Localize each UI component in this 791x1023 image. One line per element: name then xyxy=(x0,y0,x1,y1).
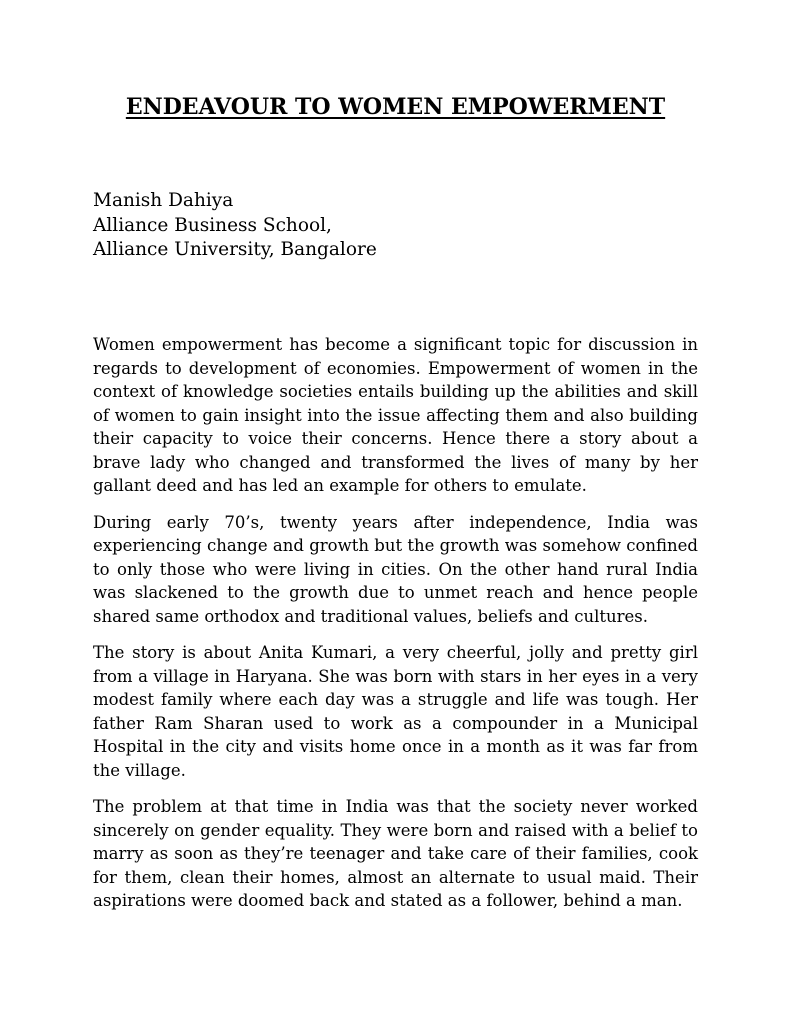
author-name: Manish Dahiya xyxy=(93,190,234,211)
paragraph-1: Women empowerment has become a significant topic for discussion in regards to development of economies. Empowerment of women in the context of knowledge societies entails building up the abilities and skill of women to gain insight into the issue affecting them and also building their capacity to voice their concerns. Hence there a story about a brave lady who changed and transformed the lives of many by her gallant deed and has led an example for others to emulate. xyxy=(93,335,698,495)
body-text xyxy=(93,333,698,926)
author-affiliation-line2: Alliance University, Bangalore xyxy=(93,239,377,260)
author-affiliation-line1: Alliance Business School, xyxy=(93,214,332,236)
paragraph-4: The problem at that time in India was that the society never worked sincerely on gender equality. They were born and raised with a belief to marry as soon as they’re teenager and take care of their families, cook for them, clean their homes, almost an alternate to usual maid. Their aspirations were doomed back and stated as a follower, behind a man. xyxy=(93,797,698,910)
document-title: ENDEAVOUR TO WOMEN EMPOWERMENT xyxy=(125,94,666,120)
author-block xyxy=(93,189,698,263)
paragraph-3: The story is about Anita Kumari, a very cheerful, jolly and pretty girl from a village in Haryana. She was born with stars in her eyes in a very modest family where each day was a struggle and life was tough. Her father Ram Sharan used to work as a compounder in a Municipal Hospital in the city and visits home once in a month as it was far from the village. xyxy=(93,643,698,780)
paragraph-2: During early 70’s, twenty years after independence, India was experiencing change and growth but the growth was somehow confined to only those who were living in cities. On the other hand rural India was slackened to the growth due to unmet reach and hence people shared same orthodox and traditional values, beliefs and cultures. xyxy=(93,512,698,626)
